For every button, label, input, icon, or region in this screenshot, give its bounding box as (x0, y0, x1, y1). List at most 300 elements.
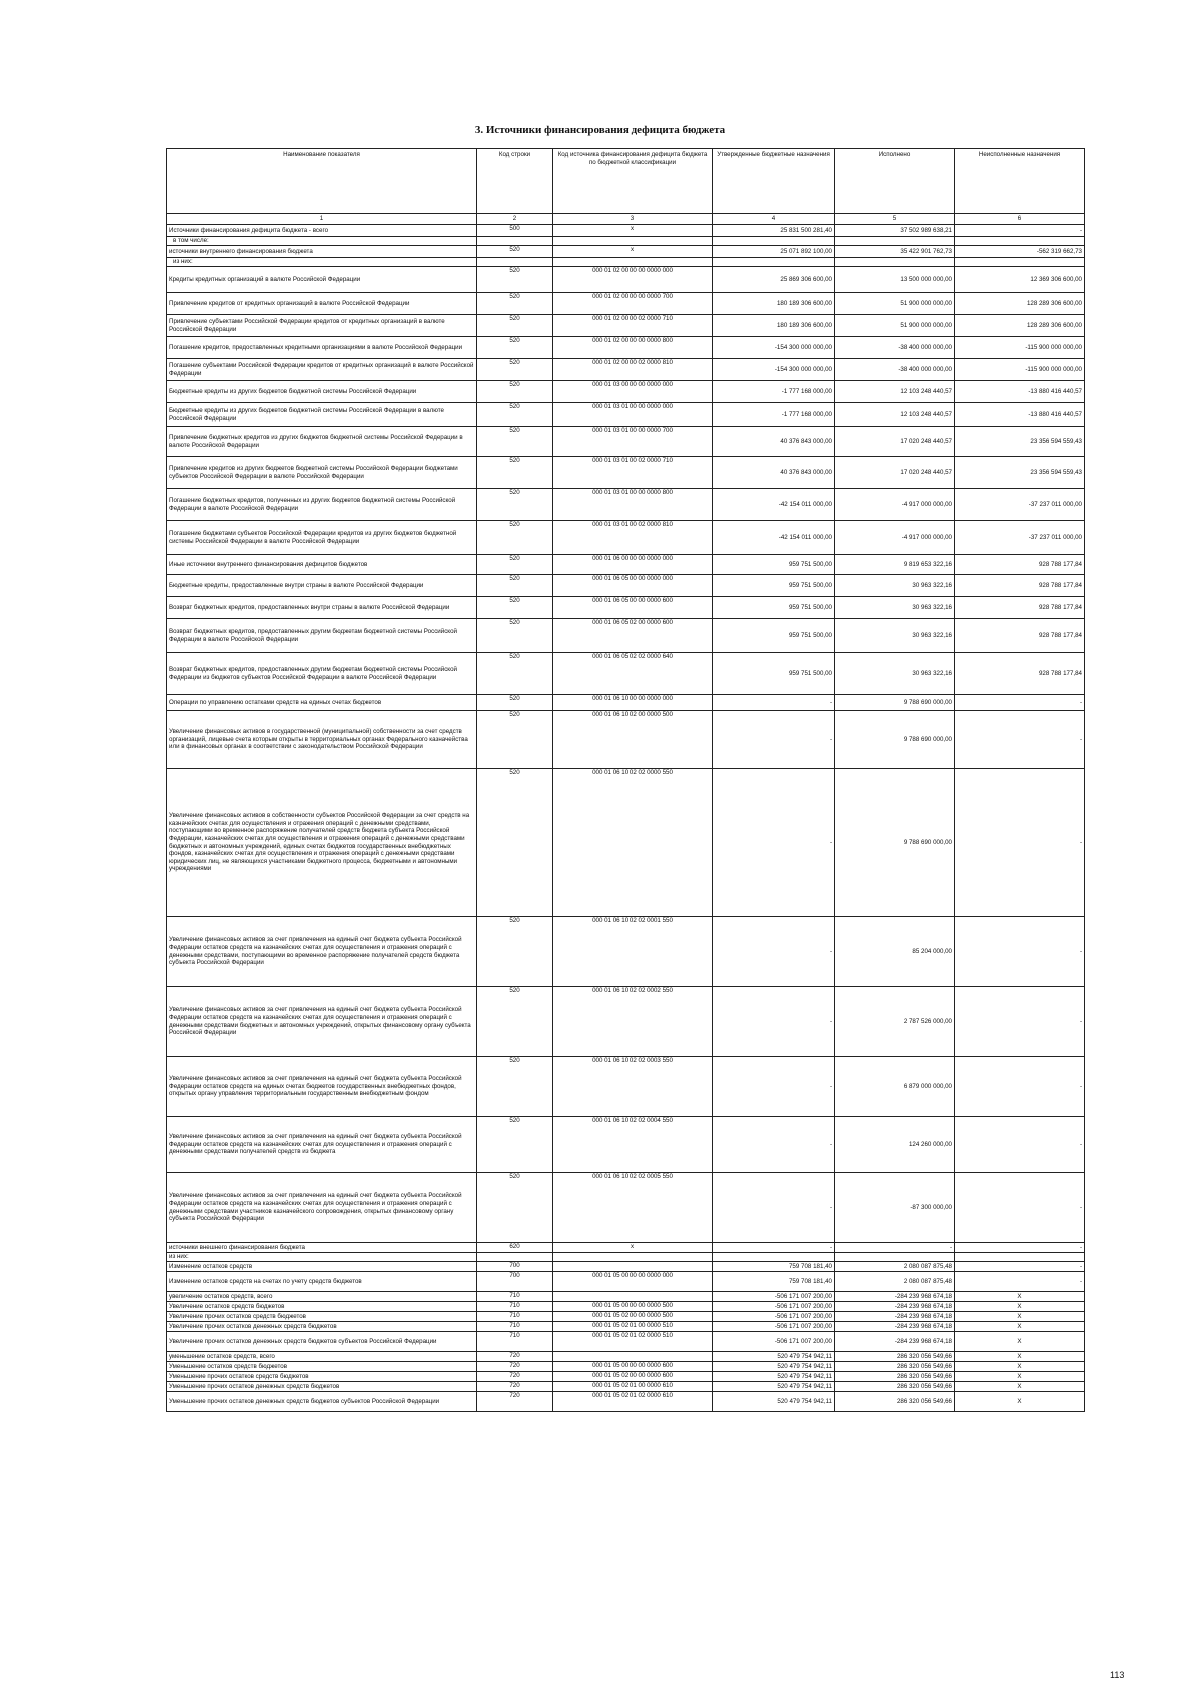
row-line-code: 520 (477, 521, 553, 555)
row-unexecuted-value: - (955, 1117, 1085, 1173)
table-row (167, 267, 1085, 293)
row-unexecuted-value: - (955, 225, 1085, 237)
row-executed-value: 286 320 056 549,66 (835, 1352, 955, 1362)
table-row (167, 258, 1085, 267)
row-classification-code: 000 01 06 10 02 02 0005 550 (553, 1173, 713, 1243)
row-indicator-name: Уменьшение прочих остатков денежных средств бюджетов (167, 1382, 477, 1392)
row-indicator-name: Возврат бюджетных кредитов, предоставленных другим бюджетам бюджетной системы Российской Федерации из бюджетов субъектов Российской Федерации в валюте Российской Федерации (167, 653, 477, 695)
table-row (167, 1312, 1085, 1322)
row-approved-value: 180 189 306 600,00 (713, 293, 835, 315)
table-row (167, 1243, 1085, 1253)
row-approved-value: - (713, 1173, 835, 1243)
row-approved-value: - (713, 917, 835, 987)
row-line-code: 720 (477, 1352, 553, 1362)
row-indicator-name: Увеличение финансовых активов в собственности субъектов Российской Федерации за счет средств на казначейских счетах для осуществления и отражения операций с денежными средствами, поступающими во временное распоряжение получателей средств бюджета субъекта Российской Федерации, казначейских счетах для осуществления и отражения операций с денежными средствами бюджетных и автономных учреждений, единых счетах бюджетов государственных внебюджетных фондов, казначейских счетах для осуществления и отражения операций с денежными средствами юридических лиц, не являющихся участниками бюджетного процесса, бюджетными и автономными учреждениями (167, 769, 477, 917)
row-classification-code: 000 01 06 10 02 02 0000 550 (553, 769, 713, 917)
row-line-code: 520 (477, 597, 553, 619)
row-executed-value: 286 320 056 549,66 (835, 1362, 955, 1372)
row-classification-code: 000 01 05 02 00 00 0000 500 (553, 1312, 713, 1322)
table-row (167, 987, 1085, 1057)
row-indicator-name: источники внешнего финансирования бюджета (167, 1243, 477, 1253)
row-indicator-name: Погашение бюджетами субъектов Российской Федерации кредитов из других бюджетов бюджетной системы Российской Федерации в валюте Российской Федерации (167, 521, 477, 555)
row-classification-code: 000 01 06 10 02 02 0003 550 (553, 1057, 713, 1117)
row-line-code: 520 (477, 267, 553, 293)
row-unexecuted-value: -37 237 011 000,00 (955, 489, 1085, 521)
page-number: 113 (1110, 1670, 1125, 1680)
row-unexecuted-value: X (955, 1362, 1085, 1372)
row-indicator-name: уменьшение остатков средств, всего (167, 1352, 477, 1362)
row-indicator-name: Уменьшение прочих остатков денежных средств бюджетов субъектов Российской Федерации (167, 1392, 477, 1412)
row-classification-code: 000 01 06 10 02 00 0000 500 (553, 711, 713, 769)
row-indicator-name: Привлечение субъектами Российской Федерации кредитов от кредитных организаций в валюте Российской Федерации (167, 315, 477, 337)
row-classification-code: 000 01 03 01 00 00 0000 800 (553, 489, 713, 521)
row-indicator-name: Увеличение финансовых активов за счет привлечения на единый счет бюджета субъекта Российской Федерации остатков средств на казначейских счетах для осуществления и отражения операций с денежными средствами, поступающими во временное распоряжение получателей средств бюджета субъекта Российской Федерации (167, 917, 477, 987)
row-indicator-name: Увеличение остатков средств бюджетов (167, 1302, 477, 1312)
table-row (167, 1362, 1085, 1372)
row-executed-value: 35 422 901 762,73 (835, 246, 955, 258)
row-executed-value: -284 239 968 674,18 (835, 1312, 955, 1322)
table-row (167, 1253, 1085, 1262)
row-executed-value (835, 237, 955, 246)
column-number: 3 (553, 214, 713, 225)
row-executed-value: -284 239 968 674,18 (835, 1332, 955, 1352)
row-approved-value: - (713, 1243, 835, 1253)
row-classification-code: 000 01 06 10 02 02 0002 550 (553, 987, 713, 1057)
row-approved-value: -506 171 007 200,00 (713, 1302, 835, 1312)
row-line-code: 620 (477, 1243, 553, 1253)
row-classification-code (553, 1352, 713, 1362)
row-classification-code: 000 01 05 00 00 00 0000 600 (553, 1362, 713, 1372)
row-classification-code: 000 01 06 05 02 00 0000 600 (553, 619, 713, 653)
row-line-code: 520 (477, 711, 553, 769)
row-indicator-name: Привлечение кредитов от кредитных организаций в валюте Российской Федерации (167, 293, 477, 315)
column-number: 1 (167, 214, 477, 225)
row-classification-code: 000 01 05 02 01 00 0000 610 (553, 1382, 713, 1392)
header-row (167, 149, 1085, 214)
row-line-code: 520 (477, 917, 553, 987)
table-row (167, 337, 1085, 359)
row-indicator-name: Бюджетные кредиты, предоставленные внутри страны в валюте Российской Федерации (167, 575, 477, 597)
row-approved-value: 520 479 754 942,11 (713, 1362, 835, 1372)
row-indicator-name: Увеличение финансовых активов за счет привлечения на единый счет бюджета субъекта Российской Федерации остатков средств на казначейских счетах для осуществления и отражения операций с денежными средствами бюджетных и автономных учреждений, открытых финансовому органу субъекта Российской Федерации (167, 987, 477, 1057)
row-unexecuted-value: X (955, 1322, 1085, 1332)
row-approved-value: 959 751 500,00 (713, 555, 835, 575)
row-unexecuted-value (955, 1253, 1085, 1262)
row-indicator-name: из них: (167, 258, 477, 267)
row-executed-value: 9 788 690 000,00 (835, 769, 955, 917)
row-approved-value: 759 708 181,40 (713, 1262, 835, 1272)
row-unexecuted-value: 928 788 177,84 (955, 597, 1085, 619)
row-classification-code: 000 01 05 00 00 00 0000 500 (553, 1302, 713, 1312)
table-row (167, 917, 1085, 987)
row-classification-code: 000 01 03 00 00 00 0000 000 (553, 381, 713, 403)
row-approved-value: -154 300 000 000,00 (713, 337, 835, 359)
table-row (167, 711, 1085, 769)
row-unexecuted-value: X (955, 1292, 1085, 1302)
row-approved-value: 25 869 306 600,00 (713, 267, 835, 293)
table-row (167, 597, 1085, 619)
row-classification-code: x (553, 246, 713, 258)
row-executed-value: 30 963 322,16 (835, 597, 955, 619)
row-approved-value: 520 479 754 942,11 (713, 1352, 835, 1362)
row-classification-code (553, 1262, 713, 1272)
row-line-code: 520 (477, 1057, 553, 1117)
table-row (167, 1173, 1085, 1243)
row-indicator-name: Изменение остатков средств на счетах по учету средств бюджетов (167, 1272, 477, 1292)
row-unexecuted-value: X (955, 1352, 1085, 1362)
row-approved-value: -1 777 168 000,00 (713, 403, 835, 427)
column-number: 5 (835, 214, 955, 225)
row-classification-code: 000 01 02 00 00 00 0000 700 (553, 293, 713, 315)
row-approved-value: -506 171 007 200,00 (713, 1312, 835, 1322)
row-executed-value: -284 239 968 674,18 (835, 1292, 955, 1302)
row-executed-value: 286 320 056 549,66 (835, 1372, 955, 1382)
row-indicator-name: Увеличение финансовых активов в государственной (муниципальной) собственности за счет средств организаций, лицевые счета которым открыты в территориальных органах Федерального казначейства или в финансовых органах в соответствии с законодательством Российской Федерации (167, 711, 477, 769)
row-approved-value: - (713, 1117, 835, 1173)
row-line-code: 520 (477, 359, 553, 381)
row-executed-value: 286 320 056 549,66 (835, 1382, 955, 1392)
row-unexecuted-value: X (955, 1382, 1085, 1392)
row-approved-value: 959 751 500,00 (713, 597, 835, 619)
row-unexecuted-value: 128 289 306 600,00 (955, 315, 1085, 337)
row-unexecuted-value: -37 237 011 000,00 (955, 521, 1085, 555)
table-row (167, 1372, 1085, 1382)
table-row (167, 359, 1085, 381)
row-executed-value: 6 879 000 000,00 (835, 1057, 955, 1117)
row-indicator-name: Возврат бюджетных кредитов, предоставленных внутри страны в валюте Российской Федерации (167, 597, 477, 619)
row-line-code (477, 1253, 553, 1262)
row-executed-value: -4 917 000 000,00 (835, 489, 955, 521)
row-executed-value: 2 080 087 875,48 (835, 1262, 955, 1272)
row-line-code: 520 (477, 695, 553, 711)
row-line-code: 520 (477, 653, 553, 695)
row-executed-value: 286 320 056 549,66 (835, 1392, 955, 1412)
row-executed-value: -38 400 000 000,00 (835, 337, 955, 359)
row-line-code: 710 (477, 1312, 553, 1322)
table-row (167, 457, 1085, 489)
column-number: 4 (713, 214, 835, 225)
row-indicator-name: Увеличение прочих остатков денежных средств бюджетов субъектов Российской Федерации (167, 1332, 477, 1352)
row-line-code: 520 (477, 1173, 553, 1243)
row-approved-value: -506 171 007 200,00 (713, 1332, 835, 1352)
row-approved-value: - (713, 711, 835, 769)
header-line-code: Код строки (477, 149, 553, 214)
table-row (167, 225, 1085, 237)
row-classification-code: 000 01 02 00 00 00 0000 000 (553, 267, 713, 293)
row-approved-value: -42 154 011 000,00 (713, 489, 835, 521)
row-indicator-name: Привлечение бюджетных кредитов из других бюджетов бюджетной системы Российской Федерации в валюте Российской Федерации (167, 427, 477, 457)
row-approved-value: 40 376 843 000,00 (713, 457, 835, 489)
table-row (167, 653, 1085, 695)
row-line-code: 700 (477, 1262, 553, 1272)
table-row (167, 1272, 1085, 1292)
row-line-code (477, 237, 553, 246)
table-row (167, 381, 1085, 403)
financing-sources-table (166, 148, 1085, 1412)
column-number: 2 (477, 214, 553, 225)
row-line-code: 700 (477, 1272, 553, 1292)
row-classification-code: 000 01 02 00 00 02 0000 710 (553, 315, 713, 337)
row-executed-value: 2 080 087 875,48 (835, 1272, 955, 1292)
row-executed-value: 2 787 526 000,00 (835, 987, 955, 1057)
row-approved-value (713, 258, 835, 267)
table-row (167, 1322, 1085, 1332)
row-executed-value: 37 502 989 638,21 (835, 225, 955, 237)
header-indicator-name: Наименование показателя (167, 149, 477, 214)
table-row (167, 403, 1085, 427)
row-executed-value: -284 239 968 674,18 (835, 1302, 955, 1312)
row-unexecuted-value: - (955, 769, 1085, 917)
row-classification-code: 000 01 06 10 02 02 0004 550 (553, 1117, 713, 1173)
row-indicator-name: в том числе: (167, 237, 477, 246)
row-unexecuted-value: - (955, 711, 1085, 769)
row-line-code: 520 (477, 489, 553, 521)
row-approved-value: 759 708 181,40 (713, 1272, 835, 1292)
row-unexecuted-value: - (955, 987, 1085, 1057)
row-unexecuted-value: 928 788 177,84 (955, 555, 1085, 575)
row-executed-value: 17 020 248 440,57 (835, 457, 955, 489)
row-classification-code: 000 01 03 01 00 00 0000 000 (553, 403, 713, 427)
row-approved-value: 40 376 843 000,00 (713, 427, 835, 457)
row-line-code: 520 (477, 315, 553, 337)
row-classification-code: 000 01 05 00 00 00 0000 000 (553, 1272, 713, 1292)
row-line-code: 520 (477, 619, 553, 653)
row-unexecuted-value: X (955, 1302, 1085, 1312)
row-classification-code: 000 01 06 05 02 02 0000 640 (553, 653, 713, 695)
row-indicator-name: из них: (167, 1253, 477, 1262)
row-approved-value: 180 189 306 600,00 (713, 315, 835, 337)
row-unexecuted-value: 12 369 306 600,00 (955, 267, 1085, 293)
row-executed-value (835, 258, 955, 267)
row-executed-value: 13 500 000 000,00 (835, 267, 955, 293)
table-row (167, 521, 1085, 555)
row-unexecuted-value: - (955, 1243, 1085, 1253)
row-unexecuted-value: X (955, 1372, 1085, 1382)
row-indicator-name: источники внутреннего финансирования бюджета (167, 246, 477, 258)
row-indicator-name: Увеличение прочих остатков денежных средств бюджетов (167, 1322, 477, 1332)
row-classification-code: 000 01 06 10 02 02 0001 550 (553, 917, 713, 987)
table-row (167, 1117, 1085, 1173)
row-line-code: 520 (477, 427, 553, 457)
row-line-code: 720 (477, 1372, 553, 1382)
row-unexecuted-value: 23 356 594 559,43 (955, 457, 1085, 489)
row-indicator-name: Изменение остатков средств (167, 1262, 477, 1272)
row-approved-value: - (713, 987, 835, 1057)
row-unexecuted-value: X (955, 1312, 1085, 1322)
row-line-code: 520 (477, 575, 553, 597)
row-indicator-name: Источники финансирования дефицита бюджета - всего (167, 225, 477, 237)
row-classification-code: 000 01 03 01 00 02 0000 810 (553, 521, 713, 555)
row-indicator-name: Операции по управлению остатками средств на единых счетах бюджетов (167, 695, 477, 711)
row-indicator-name: Привлечение кредитов из других бюджетов бюджетной системы Российской Федерации бюджетами субъектов Российской Федерации в валюте Российской Федерации (167, 457, 477, 489)
table-row (167, 427, 1085, 457)
row-line-code: 520 (477, 555, 553, 575)
row-line-code: 520 (477, 1117, 553, 1173)
row-indicator-name: Погашение субъектами Российской Федерации кредитов от кредитных организаций в валюте Российской Федерации (167, 359, 477, 381)
row-approved-value: 25 071 892 100,00 (713, 246, 835, 258)
row-indicator-name: увеличение остатков средств, всего (167, 1292, 477, 1302)
row-unexecuted-value: 928 788 177,84 (955, 619, 1085, 653)
row-indicator-name: Увеличение финансовых активов за счет привлечения на единый счет бюджета субъекта Российской Федерации остатков средств на казначейских счетах для осуществления и отражения операций с денежными средствами получателей средств из бюджета (167, 1117, 477, 1173)
row-indicator-name: Увеличение финансовых активов за счет привлечения на единый счет бюджета субъекта Российской Федерации остатков средств на казначейских счетах для осуществления и отражения операций с денежными средствами участников казначейского сопровождения, открытых финансовому органу субъекта Российской Федерации (167, 1173, 477, 1243)
row-indicator-name: Кредиты кредитных организаций в валюте Российской Федерации (167, 267, 477, 293)
row-indicator-name: Бюджетные кредиты из других бюджетов бюджетной системы Российской Федерации (167, 381, 477, 403)
row-line-code: 710 (477, 1292, 553, 1302)
header-executed: Исполнено (835, 149, 955, 214)
header-classification-code: Код источника финансирования дефицита бюджета по бюджетной классификации (553, 149, 713, 214)
table-row (167, 293, 1085, 315)
row-approved-value: 520 479 754 942,11 (713, 1392, 835, 1412)
column-number: 6 (955, 214, 1085, 225)
table-row (167, 695, 1085, 711)
table-row (167, 246, 1085, 258)
table-row (167, 1382, 1085, 1392)
row-executed-value: 30 963 322,16 (835, 619, 955, 653)
row-approved-value (713, 1253, 835, 1262)
row-approved-value: -506 171 007 200,00 (713, 1322, 835, 1332)
row-line-code: 520 (477, 987, 553, 1057)
row-line-code: 520 (477, 246, 553, 258)
row-unexecuted-value: -562 319 662,73 (955, 246, 1085, 258)
row-line-code: 720 (477, 1382, 553, 1392)
table-row (167, 1332, 1085, 1352)
row-line-code: 710 (477, 1322, 553, 1332)
row-classification-code (553, 237, 713, 246)
row-approved-value: -154 300 000 000,00 (713, 359, 835, 381)
row-unexecuted-value: - (955, 1262, 1085, 1272)
row-executed-value: -38 400 000 000,00 (835, 359, 955, 381)
table-row (167, 555, 1085, 575)
row-executed-value: 9 819 653 322,16 (835, 555, 955, 575)
row-approved-value: -506 171 007 200,00 (713, 1292, 835, 1302)
row-line-code: 520 (477, 337, 553, 359)
row-executed-value: 85 204 000,00 (835, 917, 955, 987)
row-classification-code: 000 01 02 00 00 02 0000 810 (553, 359, 713, 381)
row-line-code: 710 (477, 1302, 553, 1312)
row-unexecuted-value: - (955, 917, 1085, 987)
row-executed-value (835, 1253, 955, 1262)
row-executed-value: -4 917 000 000,00 (835, 521, 955, 555)
row-line-code: 520 (477, 293, 553, 315)
row-executed-value: 12 103 248 440,57 (835, 381, 955, 403)
table-row (167, 1352, 1085, 1362)
row-classification-code: x (553, 225, 713, 237)
row-unexecuted-value: 928 788 177,84 (955, 575, 1085, 597)
row-unexecuted-value: 928 788 177,84 (955, 653, 1085, 695)
row-classification-code: 000 01 06 10 00 00 0000 000 (553, 695, 713, 711)
row-line-code: 520 (477, 457, 553, 489)
row-classification-code (553, 1253, 713, 1262)
row-approved-value: 959 751 500,00 (713, 653, 835, 695)
row-classification-code: 000 01 05 02 01 02 0000 610 (553, 1392, 713, 1412)
row-unexecuted-value: -115 900 000 000,00 (955, 337, 1085, 359)
row-executed-value: -284 239 968 674,18 (835, 1322, 955, 1332)
table-row (167, 1392, 1085, 1412)
row-classification-code: 000 01 06 05 00 00 0000 000 (553, 575, 713, 597)
row-line-code: 710 (477, 1332, 553, 1352)
row-unexecuted-value: 23 356 594 559,43 (955, 427, 1085, 457)
row-executed-value: 12 103 248 440,57 (835, 403, 955, 427)
row-unexecuted-value (955, 258, 1085, 267)
row-approved-value: 520 479 754 942,11 (713, 1372, 835, 1382)
row-classification-code: 000 01 05 02 00 00 0000 600 (553, 1372, 713, 1382)
row-unexecuted-value: X (955, 1332, 1085, 1352)
row-indicator-name: Бюджетные кредиты из других бюджетов бюджетной системы Российской Федерации в валюте Российской Федерации (167, 403, 477, 427)
row-approved-value: - (713, 769, 835, 917)
table-row (167, 619, 1085, 653)
row-classification-code: x (553, 1243, 713, 1253)
row-approved-value: 959 751 500,00 (713, 575, 835, 597)
table-row (167, 575, 1085, 597)
table-row (167, 1302, 1085, 1312)
row-executed-value: 9 788 690 000,00 (835, 711, 955, 769)
row-unexecuted-value: - (955, 1057, 1085, 1117)
row-approved-value: - (713, 695, 835, 711)
row-classification-code (553, 258, 713, 267)
table-row (167, 315, 1085, 337)
header-approved: Утвержденные бюджетные назначения (713, 149, 835, 214)
row-indicator-name: Возврат бюджетных кредитов, предоставленных другим бюджетам бюджетной системы Российской Федерации в валюте Российской Федерации (167, 619, 477, 653)
row-approved-value: 959 751 500,00 (713, 619, 835, 653)
table-row (167, 489, 1085, 521)
row-executed-value: 124 260 000,00 (835, 1117, 955, 1173)
row-indicator-name: Погашение бюджетных кредитов, полученных из других бюджетов бюджетной системы Российской Федерации в валюте Российской Федерации (167, 489, 477, 521)
row-line-code: 720 (477, 1392, 553, 1412)
row-indicator-name: Иные источники внутреннего финансирования дефицитов бюджетов (167, 555, 477, 575)
row-unexecuted-value: - (955, 1173, 1085, 1243)
row-classification-code: 000 01 05 02 01 02 0000 510 (553, 1332, 713, 1352)
row-executed-value: 51 900 000 000,00 (835, 315, 955, 337)
row-unexecuted-value: - (955, 695, 1085, 711)
table-row (167, 769, 1085, 917)
row-line-code: 720 (477, 1362, 553, 1372)
row-approved-value: 520 479 754 942,11 (713, 1382, 835, 1392)
table-row (167, 1057, 1085, 1117)
row-line-code: 520 (477, 769, 553, 917)
row-classification-code: 000 01 05 02 01 00 0000 510 (553, 1322, 713, 1332)
row-executed-value: 17 020 248 440,57 (835, 427, 955, 457)
row-indicator-name: Уменьшение прочих остатков средств бюджетов (167, 1372, 477, 1382)
row-executed-value: 51 900 000 000,00 (835, 293, 955, 315)
document-title: 3. Источники финансирования дефицита бюджета (474, 124, 726, 136)
row-executed-value: - (835, 1243, 955, 1253)
row-approved-value: -1 777 168 000,00 (713, 381, 835, 403)
row-indicator-name: Погашение кредитов, предоставленных кредитными организациями в валюте Российской Федерации (167, 337, 477, 359)
row-approved-value: -42 154 011 000,00 (713, 521, 835, 555)
row-classification-code: 000 01 06 05 00 00 0000 600 (553, 597, 713, 619)
row-indicator-name: Уменьшение остатков средств бюджетов (167, 1362, 477, 1372)
row-executed-value: -87 300 000,00 (835, 1173, 955, 1243)
row-unexecuted-value: -13 880 416 440,57 (955, 403, 1085, 427)
table-row (167, 237, 1085, 246)
row-executed-value: 30 963 322,16 (835, 575, 955, 597)
row-line-code: 500 (477, 225, 553, 237)
row-indicator-name: Увеличение финансовых активов за счет привлечения на единый счет бюджета субъекта Российской Федерации остатков средств на единых счетах бюджетов государственных внебюджетных фондов, открытых органу управления территориальным государственным внебюджетным фондом (167, 1057, 477, 1117)
row-executed-value: 30 963 322,16 (835, 653, 955, 695)
row-classification-code: 000 01 02 00 00 00 0000 800 (553, 337, 713, 359)
row-unexecuted-value (955, 237, 1085, 246)
row-approved-value (713, 237, 835, 246)
row-classification-code: 000 01 03 01 00 02 0000 710 (553, 457, 713, 489)
row-line-code (477, 258, 553, 267)
row-classification-code: 000 01 06 00 00 00 0000 000 (553, 555, 713, 575)
column-number-row (167, 214, 1085, 225)
row-approved-value: - (713, 1057, 835, 1117)
header-unexecuted: Неисполненные назначения (955, 149, 1085, 214)
row-indicator-name: Увеличение прочих остатков средств бюджетов (167, 1312, 477, 1322)
row-line-code: 520 (477, 381, 553, 403)
row-executed-value: 9 788 690 000,00 (835, 695, 955, 711)
